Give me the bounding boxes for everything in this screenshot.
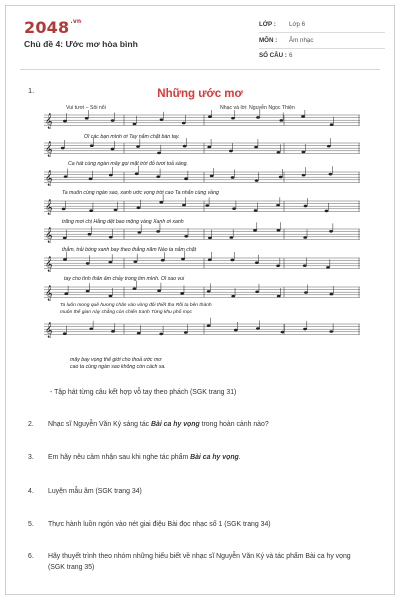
svg-text:𝄞: 𝄞 <box>45 257 53 272</box>
question-text: Thực hành luồn ngón vào nét giai điệu Bài đọc nhạc số 1 (SGK trang 34) <box>48 521 271 528</box>
staff <box>44 194 360 215</box>
logo-main: 2048 <box>24 18 70 37</box>
meta-value: Lớp 6 <box>289 21 306 28</box>
staff <box>44 281 360 301</box>
staff <box>44 318 360 338</box>
logo-sub: .vn <box>70 18 82 25</box>
lyric-line: thẳm, trải bóng xanh bay theo thẳng năm Nào ta nắm chặt <box>62 247 197 253</box>
staff <box>44 222 360 243</box>
question-text: Hãy thuyết trình theo nhóm những hiểu biết về nhạc sĩ Nguyễn Văn Ký và tác phẩm Bài ca hy vọng (SGK trang 35) <box>48 553 351 571</box>
lyric-line: Ca hát cùng ngàn mây gọi mặt trời đỏ tươi toả sáng. <box>68 161 189 167</box>
question-number: 3. <box>28 454 34 461</box>
svg-text:𝄞: 𝄞 <box>45 114 53 129</box>
staff <box>44 110 360 129</box>
question-text: Em hãy nêu cảm nhận sau khi nghe tác phẩm Bài ca hy vọng. <box>48 454 241 461</box>
lyric-line: mây bay vọng thế giới cho thoả ước mơ <box>70 357 162 363</box>
lyric-line: trăng mơi chị Hằng dệt bao mộng vàng Xanh ơi xanh <box>62 219 184 225</box>
topic-title: Chủ đề 4: Ước mơ hòa bình <box>24 39 138 49</box>
question-number: 1. <box>28 86 35 95</box>
question-number: 4. <box>28 488 34 495</box>
question-text: Luyện mẫu âm (SGK trang 34) <box>48 488 142 495</box>
song-title: Những ước mơ <box>157 88 243 100</box>
question-text: Nhạc sĩ Nguyễn Văn Ký sáng tác Bài ca hy vọng trong hoàn cảnh nào? <box>48 421 269 428</box>
svg-text:𝄞: 𝄞 <box>45 142 53 157</box>
staff <box>44 138 360 157</box>
lyric-line: Ơi các bạn mình ơi Tay nắm chặt bàn tay. <box>84 134 180 140</box>
worksheet-page <box>5 5 395 595</box>
meta-value: Âm nhạc <box>289 37 314 44</box>
song-tempo: Vui tươi – Sôi nổi <box>66 105 106 111</box>
meta-key: LỚP : <box>259 21 276 28</box>
lyric-line: cao ta cùng ngàn sao không còn cách xa. <box>70 364 166 370</box>
header-divider <box>20 69 380 70</box>
site-logo[interactable] <box>24 18 81 37</box>
meta-key: MÔN : <box>259 37 278 44</box>
lyric-line: Ta luôn mong quê hương chăn vào vòng đôi thiết tha Rồi ta bên thành <box>60 303 212 308</box>
music-score <box>44 110 360 380</box>
svg-text:𝄞: 𝄞 <box>45 228 53 243</box>
lyric-line: tay cho tình thân ấm chảy trong tim mình. Ơi sao vui <box>64 276 185 282</box>
lyric-line: muôn thế gian này chẳng còn chiến tranh Từng khu phố mọc <box>60 310 192 315</box>
svg-text:𝄞: 𝄞 <box>45 200 53 215</box>
practice-note: - Tập hát từng câu kết hợp vỗ tay theo phách (SGK trang 31) <box>50 389 237 396</box>
svg-text:𝄞: 𝄞 <box>45 171 53 186</box>
staff <box>44 166 360 186</box>
svg-text:𝄞: 𝄞 <box>45 323 53 338</box>
lyric-line: Ta muốn cùng ngàn sao, xanh ước vọng trời cao Ta nhắn cùng vầng <box>62 190 219 196</box>
svg-text:𝄞: 𝄞 <box>45 286 53 301</box>
staff <box>44 251 360 272</box>
meta-key: SỐ CÂU : <box>259 52 287 59</box>
question-number: 5. <box>28 521 34 528</box>
song-author: Nhạc và lời: Nguyễn Ngọc Thiện <box>220 105 295 111</box>
question-number: 6. <box>28 553 34 560</box>
question-number: 2. <box>28 421 34 428</box>
meta-value: 6 <box>289 52 293 59</box>
